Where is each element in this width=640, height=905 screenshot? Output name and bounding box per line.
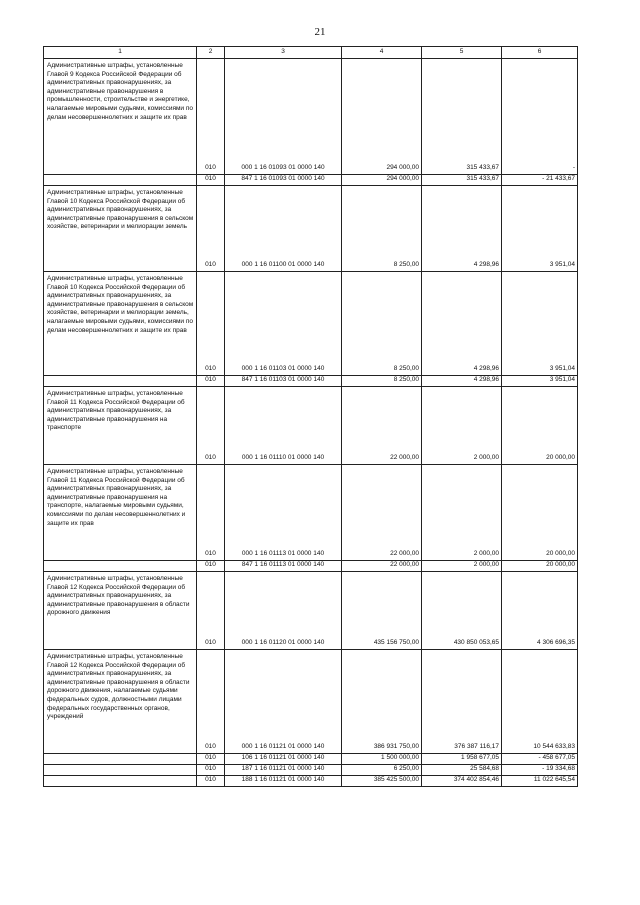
row-description: Административные штрафы, установленные Главой 11 Кодекса Российской Федерации об административных правонарушениях, за административные правонарушения на транспорте, налагаемые мировыми судьями, комиссиями по делам несовершеннолетних и защите их прав: [44, 465, 197, 561]
table-row: [44, 754, 578, 765]
remaining-amount: 20 000,00: [502, 387, 578, 465]
row-description: Административные штрафы, установленные Главой 12 Кодекса Российской Федерации об административных правонарушениях, за административные правонарушения в области дорожного движения: [44, 572, 197, 650]
plan-amount: 8 250,00: [342, 186, 422, 272]
remaining-amount: 20 000,00: [502, 465, 578, 561]
budget-code: 000 1 16 01103 01 0000 140: [225, 272, 342, 376]
executed-amount: 430 850 053,65: [422, 572, 502, 650]
plan-amount: 8 250,00: [342, 272, 422, 376]
line-code: 010: [197, 465, 225, 561]
table-row: [44, 650, 578, 754]
empty-cell: [44, 765, 197, 776]
plan-amount: 386 931 750,00: [342, 650, 422, 754]
plan-amount: 294 000,00: [342, 59, 422, 175]
table-row: [44, 59, 578, 175]
row-description: Административные штрафы, установленные Главой 10 Кодекса Российской Федерации об административных правонарушениях, за административные правонарушения в сельском хозяйстве, ветеринарии и мелиорации земель, налагаемые мировыми судьями, комиссиями по делам несовершеннолетних и защите их прав: [44, 272, 197, 376]
remaining-amount: 10 544 633,83: [502, 650, 578, 754]
row-description: Административные штрафы, установленные Главой 9 Кодекса Российской Федерации об административных правонарушениях, за административные правонарушения в промышленности, строительстве и энергетике, налагаемые мировыми судьями, комиссиями по делам несовершеннолетних и защите их прав: [44, 59, 197, 175]
plan-amount: 22 000,00: [342, 387, 422, 465]
table-row: [44, 776, 578, 787]
table-row: [44, 186, 578, 272]
line-code: 010: [197, 59, 225, 175]
remaining-amount: - 21 433,67: [502, 175, 578, 186]
line-code: 010: [197, 765, 225, 776]
budget-code: 000 1 16 01093 01 0000 140: [225, 59, 342, 175]
table-row: [44, 765, 578, 776]
header-cell: 3: [225, 47, 342, 59]
executed-amount: 374 402 854,46: [422, 776, 502, 787]
remaining-amount: 20 000,00: [502, 561, 578, 572]
empty-cell: [44, 776, 197, 787]
remaining-amount: - 458 677,05: [502, 754, 578, 765]
empty-cell: [44, 175, 197, 186]
header-cell: 4: [342, 47, 422, 59]
header-row: [44, 47, 578, 59]
plan-amount: 385 425 500,00: [342, 776, 422, 787]
budget-code: 000 1 16 01100 01 0000 140: [225, 186, 342, 272]
page-number: 21: [314, 26, 326, 38]
remaining-amount: 11 022 645,54: [502, 776, 578, 787]
executed-amount: 4 298,96: [422, 376, 502, 387]
budget-code: 187 1 16 01121 01 0000 140: [225, 765, 342, 776]
executed-amount: 25 584,68: [422, 765, 502, 776]
executed-amount: 376 387 116,17: [422, 650, 502, 754]
line-code: 010: [197, 754, 225, 765]
budget-code: 106 1 16 01121 01 0000 140: [225, 754, 342, 765]
line-code: 010: [197, 561, 225, 572]
budget-code: 847 1 16 01113 01 0000 140: [225, 561, 342, 572]
executed-amount: 2 000,00: [422, 387, 502, 465]
plan-amount: 22 000,00: [342, 465, 422, 561]
row-description: Административные штрафы, установленные Главой 11 Кодекса Российской Федерации об административных правонарушениях, за административные правонарушения на транспорте: [44, 387, 197, 465]
plan-amount: 8 250,00: [342, 376, 422, 387]
line-code: 010: [197, 175, 225, 186]
empty-cell: [44, 561, 197, 572]
plan-amount: 435 156 750,00: [342, 572, 422, 650]
plan-amount: 22 000,00: [342, 561, 422, 572]
budget-table: [43, 46, 578, 787]
remaining-amount: -: [502, 59, 578, 175]
executed-amount: 315 433,67: [422, 59, 502, 175]
remaining-amount: 3 951,04: [502, 186, 578, 272]
row-description: Административные штрафы, установленные Главой 12 Кодекса Российской Федерации об административных правонарушениях, за административные правонарушения в области дорожного движения, налагаемые судьями федеральных судов, должностными лицами федеральных государственных органов, учреждений: [44, 650, 197, 754]
executed-amount: 2 000,00: [422, 465, 502, 561]
executed-amount: 4 298,96: [422, 186, 502, 272]
header-cell: 5: [422, 47, 502, 59]
table-row: [44, 561, 578, 572]
empty-cell: [44, 376, 197, 387]
plan-amount: 1 500 000,00: [342, 754, 422, 765]
table-row: [44, 376, 578, 387]
budget-code: 000 1 16 01113 01 0000 140: [225, 465, 342, 561]
plan-amount: 6 250,00: [342, 765, 422, 776]
line-code: 010: [197, 272, 225, 376]
table-row: [44, 572, 578, 650]
table-row: [44, 465, 578, 561]
budget-code: 188 1 16 01121 01 0000 140: [225, 776, 342, 787]
line-code: 010: [197, 376, 225, 387]
line-code: 010: [197, 186, 225, 272]
empty-cell: [44, 754, 197, 765]
budget-code: 000 1 16 01121 01 0000 140: [225, 650, 342, 754]
executed-amount: 2 000,00: [422, 561, 502, 572]
budget-code: 847 1 16 01103 01 0000 140: [225, 376, 342, 387]
row-description: Административные штрафы, установленные Главой 10 Кодекса Российской Федерации об административных правонарушениях, за административные правонарушения в сельском хозяйстве, ветеринарии и мелиорации земель: [44, 186, 197, 272]
header-cell: 6: [502, 47, 578, 59]
remaining-amount: 3 951,04: [502, 272, 578, 376]
header-cell: 2: [197, 47, 225, 59]
line-code: 010: [197, 650, 225, 754]
executed-amount: 1 958 677,05: [422, 754, 502, 765]
remaining-amount: 4 306 696,35: [502, 572, 578, 650]
line-code: 010: [197, 387, 225, 465]
executed-amount: 315 433,67: [422, 175, 502, 186]
remaining-amount: 3 951,04: [502, 376, 578, 387]
header-cell: 1: [44, 47, 197, 59]
budget-code: 000 1 16 01120 01 0000 140: [225, 572, 342, 650]
line-code: 010: [197, 776, 225, 787]
plan-amount: 294 000,00: [342, 175, 422, 186]
budget-code: 847 1 16 01093 01 0000 140: [225, 175, 342, 186]
table-row: [44, 175, 578, 186]
executed-amount: 4 298,96: [422, 272, 502, 376]
table-row: [44, 272, 578, 376]
line-code: 010: [197, 572, 225, 650]
remaining-amount: - 19 334,68: [502, 765, 578, 776]
table-row: [44, 387, 578, 465]
budget-code: 000 1 16 01110 01 0000 140: [225, 387, 342, 465]
